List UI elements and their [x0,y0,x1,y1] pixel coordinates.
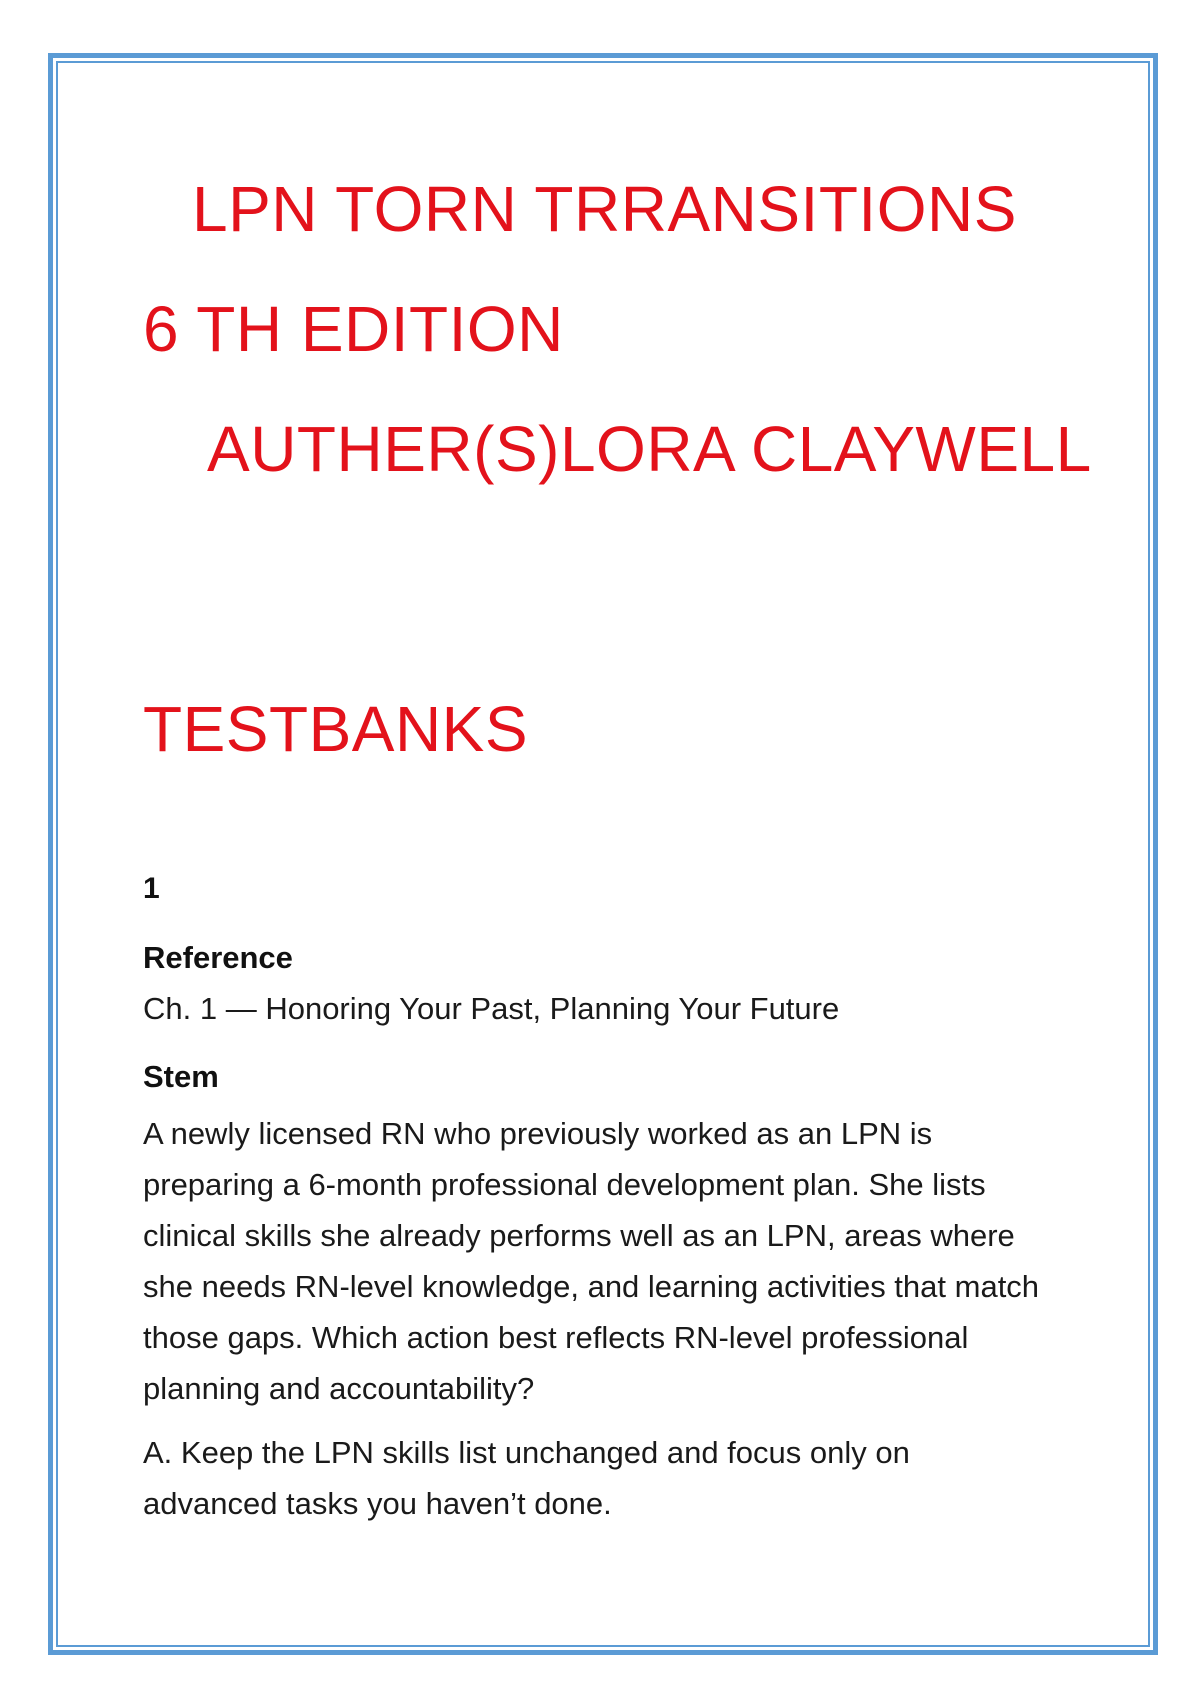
title-line-2: 6 TH EDITION [143,293,564,365]
reference-text: Ch. 1 — Honoring Your Past, Planning Your Future [143,991,840,1026]
title-line-3: AUTHER(S)LORA CLAYWELL [207,413,1092,485]
stem-text: A newly licensed RN who previously worked as an LPN is preparing a 6-month professional development plan. She lists clinical skills she already performs well as an LPN, areas where she needs RN-level knowledge, and learning activities that match those gaps. Which action best reflects RN-level professional planning and accountability? [143,1116,1040,1406]
reference-label: Reference [143,940,293,975]
title-line-4: TESTBANKS [143,693,529,765]
stem-label: Stem [143,1059,219,1094]
option-a: A. Keep the LPN skills list unchanged and focus only on advanced tasks you haven’t done. [143,1435,910,1521]
title-line-1: LPN TORN TRRANSITIONS [192,173,1017,245]
question-number: 1 [143,872,160,905]
